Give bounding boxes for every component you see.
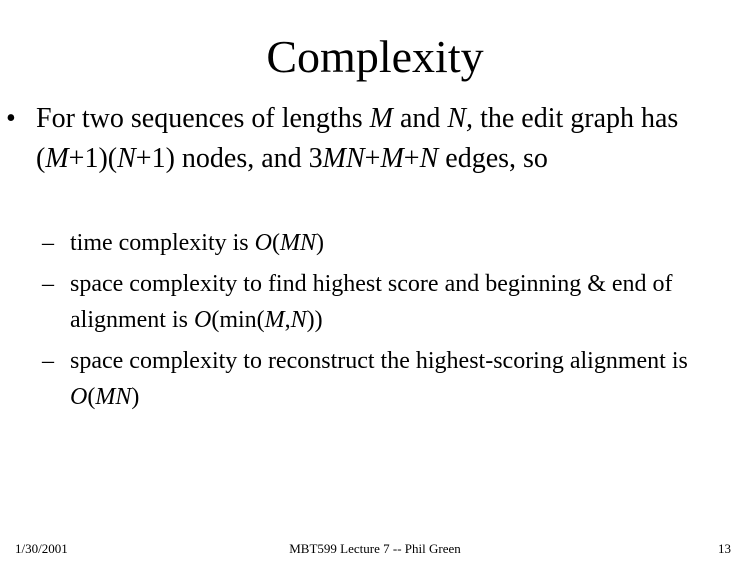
math-var: MN (322, 143, 365, 174)
text-segment: + (403, 143, 420, 174)
text-segment: ) (315, 230, 324, 256)
math-var: MN (95, 384, 132, 410)
slide-title: Complexity (266, 31, 484, 82)
math-var: M (264, 307, 285, 333)
dash-glyph: – (42, 230, 54, 256)
text-segment: +1)( (68, 143, 118, 174)
text-segment: For two sequences of lengths (36, 103, 370, 134)
footer-lecture-info: MBT599 Lecture 7 -- Phil Green (289, 541, 461, 556)
text-segment: the edit graph has ( (36, 103, 679, 174)
main-bullet-text (6, 99, 726, 179)
sub-bullet-list (42, 225, 730, 415)
math-var: N, (447, 103, 474, 134)
footer-page-number: 13 (718, 541, 731, 556)
text-segment: + (364, 143, 381, 174)
text-segment: , (284, 307, 291, 333)
text-segment: )) (306, 307, 323, 333)
math-var: N (419, 143, 439, 174)
math-var: O (193, 307, 212, 333)
math-var: N (117, 143, 136, 174)
text-segment: ( (271, 230, 280, 256)
text-segment: edges, so (438, 143, 548, 174)
math-var: MN (279, 230, 316, 256)
math-var: M (380, 143, 404, 174)
text-segment: ( (87, 384, 96, 410)
sub-bullet-space-score (42, 266, 730, 338)
text-segment: +1) nodes, and 3 (135, 143, 323, 174)
math-var: O (70, 384, 88, 410)
dash-glyph: – (42, 348, 54, 374)
math-var: O (254, 230, 272, 256)
math-var: M (45, 143, 69, 174)
footer-date: 1/30/2001 (15, 541, 68, 556)
text-segment: (min( (211, 307, 265, 333)
text-segment: space complexity to reconstruct the highest-scoring alignment is (70, 348, 688, 374)
sub-bullet-space-reconstruct (42, 343, 730, 415)
bullet-glyph: • (6, 103, 16, 134)
text-segment: ) (131, 384, 140, 410)
dash-glyph: – (42, 271, 54, 297)
text-segment: and (392, 103, 448, 134)
math-var: N (290, 307, 307, 333)
math-var: M (369, 103, 393, 134)
text-segment: space complexity to find highest score and beginning & end of alignment is (70, 271, 673, 333)
sub-bullet-time (42, 225, 730, 261)
text-segment: time complexity is (70, 230, 255, 256)
